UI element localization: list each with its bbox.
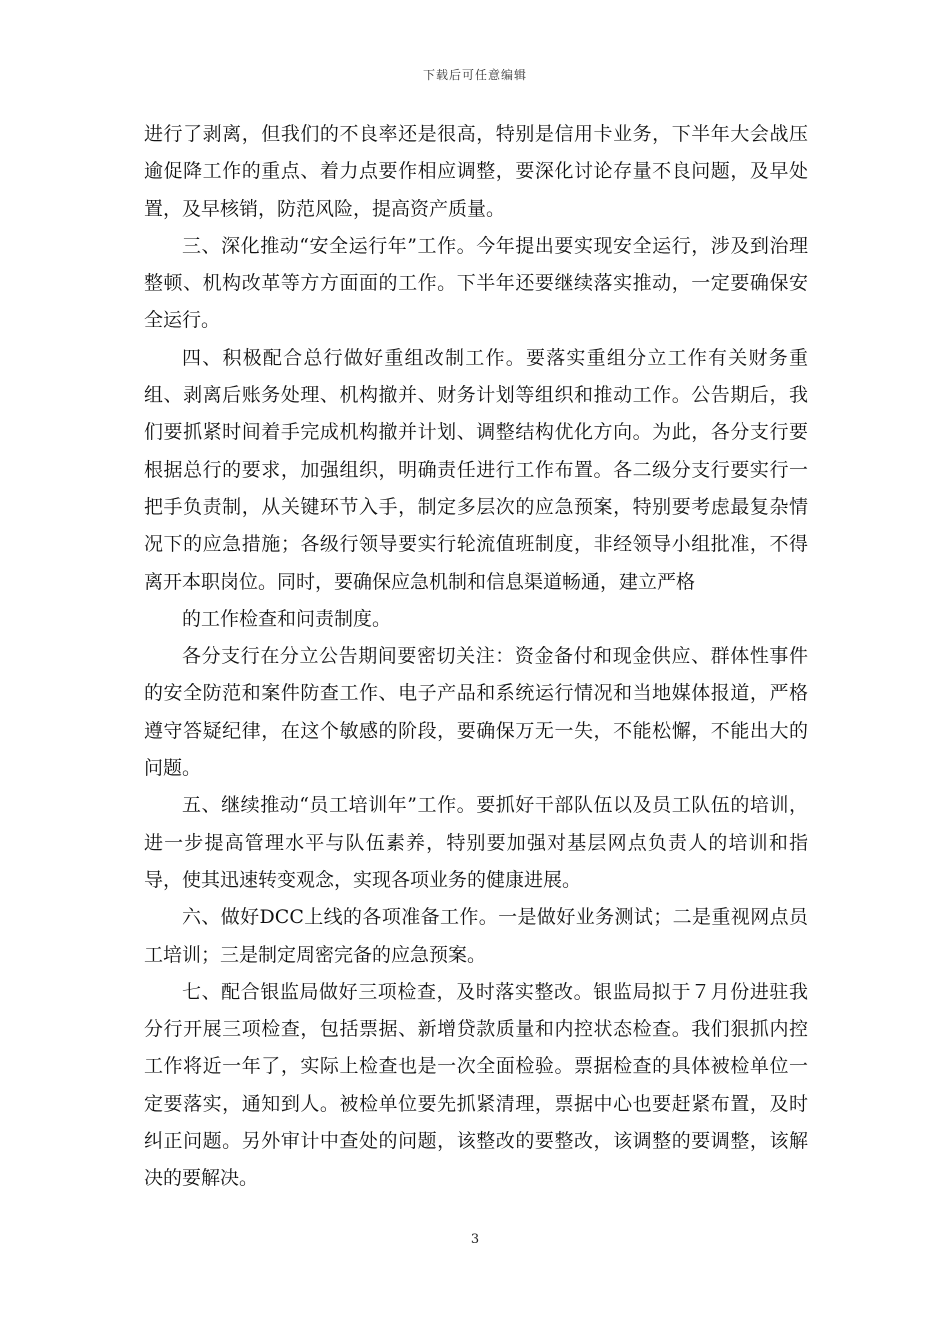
paragraph-three-inspections: 七、配合银监局做好三项检查，及时落实整改。银监局拟于７月份进驻我分行开展三项检查，包括票据、新增贷款质量和内控状态检查。我们狠抓内控工作将近一年了，实际上检查也是一次全面检验。票据检查的具体被检单位一定要落实，通知到人。被检单位要先抓紧清理，票据中心也要赶紧布置，及时纠正问题。另外审计中查处的问题，该整改的要整改，该调整的要调整，该解决的要解决。 — [144, 980, 808, 1190]
document-body — [144, 116, 808, 1198]
paragraph-safe-operation: 三、深化推动“安全运行年”工作。今年提出要实现安全运行，涉及到治理整顿、机构改革等方方面面的工作。下半年还要继续落实推动，一定要确保安全运行。 — [144, 234, 808, 332]
page-header: 下载后可任意编辑 — [422, 68, 527, 82]
page-number: 3 — [470, 1232, 480, 1247]
paragraph-inspection-system: 的工作检查和问责制度。 — [182, 607, 392, 630]
paragraph-continuation: 进行了剥离，但我们的不良率还是很高，特别是信用卡业务，下半年大会战压逾促降工作的重点、着力点要作相应调整，要深化讨论存量不良问题，及早处置，及早核销，防范风险，提高资产质量。 — [144, 123, 808, 220]
paragraph-staff-training: 五、继续推动“员工培训年”工作。要抓好干部队伍以及员工队伍的培训，进一步提高管理水平与队伍素养，特别要加强对基层网点负责人的培训和指导，使其迅速转变观念，实现各项业务的健康进展。 — [144, 794, 808, 891]
paragraph-restructuring: 四、积极配合总行做好重组改制工作。要落实重组分立工作有关财务重组、剥离后账务处理、机构撤并、财务计划等组织和推动工作。公告期后，我们要抓紧时间着手完成机构撤并计划、调整结构优化方向。为此，各分支行要根据总行的要求，加强组织，明确责任进行工作布置。各二级分支行要实行一把手负责制，从关键环节入手，制定多层次的应急预案，特别要考虑最复杂情况下的应急措施；各级行领导要实行轮流值班制度，非经领导小组批准，不得离开本职岗位。同时，要确保应急机制和信息渠道畅通，建立严格 — [144, 346, 808, 593]
paragraph-announcement-period: 各分支行在分立公告期间要密切关注：资金备付和现金供应、群体性事件的安全防范和案件防查工作、电子产品和系统运行情况和当地媒体报道，严格遵守答疑纪律，在这个敏感的阶段，要确保万无一失，不能松懈，不能出大的问题。 — [144, 645, 808, 780]
paragraph-dcc-launch: 六、做好DCC上线的各项准备工作。一是做好业务测试；二是重视网点员工培训；三是制定周密完备的应急预案。 — [144, 906, 808, 966]
